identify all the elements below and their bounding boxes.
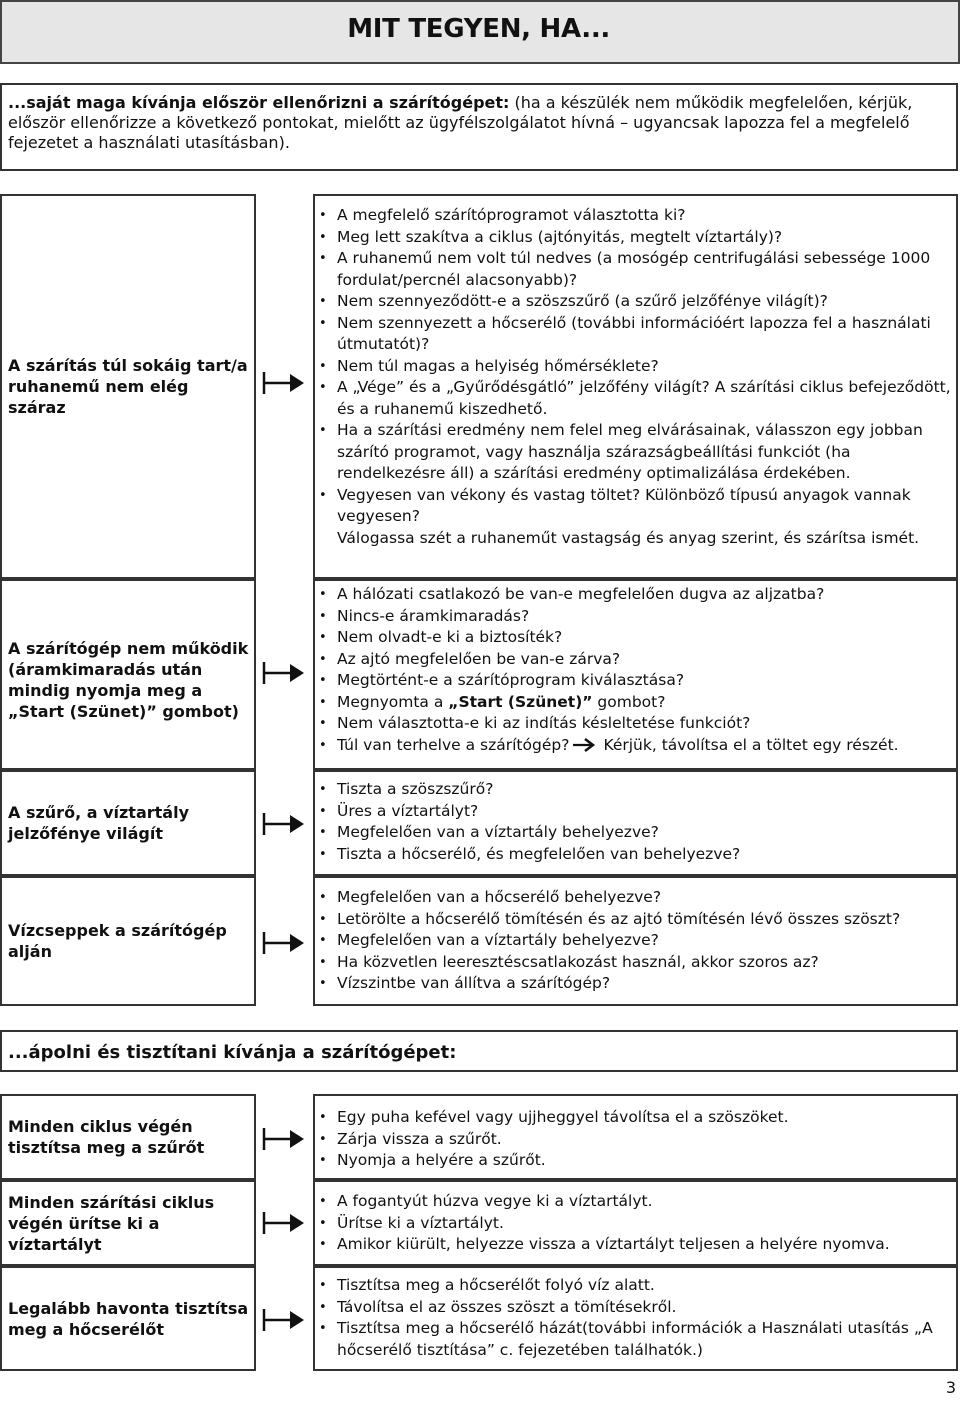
problem-label-box xyxy=(0,770,256,876)
list-item: • A megfelelő szárítóprogramot választotta ki? xyxy=(315,205,952,227)
checklist xyxy=(315,887,952,995)
care-label: Minden ciklus végén tisztítsa meg a szűrőt xyxy=(8,1117,205,1157)
page-number: 3 xyxy=(945,1378,956,1397)
intro-lead: ...saját maga kívánja először ellenőrizni a szárítógépet: xyxy=(8,93,510,112)
checklist xyxy=(315,779,952,865)
list-item: • Nem túl magas a helyiség hőmérséklete? xyxy=(315,356,952,378)
problem-label: A szűrő, a víztartály jelzőfénye világít xyxy=(8,803,189,843)
arrow-right-icon xyxy=(262,812,306,836)
list-item: • Tisztítsa meg a hőcserélő házát(további információk a Használati utasítás „A hőcserélő tisztítása” c. fejezetében találhatók.) xyxy=(315,1318,952,1361)
list-item: • Megtörtént-e a szárítóprogram kiválasztása? xyxy=(315,670,952,692)
page-header xyxy=(0,0,960,64)
list-item: • Ürítse ki a víztartályt. xyxy=(315,1213,952,1235)
list-item: • Nem olvadt-e ki a biztosíték? xyxy=(315,627,952,649)
care-label-box xyxy=(0,1180,256,1266)
checklist-box xyxy=(313,194,958,579)
checklist xyxy=(315,205,952,549)
checklist-box xyxy=(313,1180,958,1266)
list-item: • Megfelelően van a víztartály behelyezve? xyxy=(315,930,952,952)
arrow-right-icon xyxy=(262,371,306,395)
list-item: • Meg lett szakítva a ciklus (ajtónyitás, megtelt víztartály)? xyxy=(315,227,952,249)
arrow-right-icon xyxy=(262,1308,306,1332)
page-title: MIT TEGYEN, HA... xyxy=(347,14,610,44)
list-item: • A „Vége” és a „Gyűrődésgátló” jelzőfény világít? A szárítási ciklus befejeződött, és a ruhanemű kiszedhető. xyxy=(315,377,952,420)
care-label-box xyxy=(0,1266,256,1371)
checklist-box xyxy=(313,1266,958,1371)
intro-box xyxy=(0,83,958,171)
list-item: • Megfelelően van a víztartály behelyezve? xyxy=(315,822,952,844)
list-item: • Tiszta a hőcserélő, és megfelelően van behelyezve? xyxy=(315,844,952,866)
list-item: • Ha közvetlen leeresztéscsatlakozást használ, akkor szoros az? xyxy=(315,952,952,974)
list-item: • Az ajtó megfelelően be van-e zárva? xyxy=(315,649,952,671)
list-item-text: Megnyomta a xyxy=(337,692,449,711)
list-item: • Letörölte a hőcserélő tömítésén és az ajtó tömítésén lévő összes szöszt? xyxy=(315,909,952,931)
list-item: • Egy puha kefével vagy ujjheggyel távolítsa el a szöszöket. xyxy=(315,1107,952,1129)
list-item: • Ha a szárítási eredmény nem felel meg elvárásainak, válasszon egy jobban szárító programot, vagy használja szárazságbeállítási funkciót (ha rendelkezésre áll) a szárítási eredmény optimalizálása érdekében. xyxy=(315,420,952,485)
list-item: • Tiszta a szöszszűrő? xyxy=(315,779,952,801)
list-item: • Vízszintbe van állítva a szárítógép? xyxy=(315,973,952,995)
list-item: • Nem szennyezett a hőcserélő (további információért lapozza fel a használati útmutatót)? xyxy=(315,313,952,356)
problem-label-box xyxy=(0,194,256,579)
start-button-name: „Start (Szünet)” xyxy=(448,692,593,711)
list-item-extra: Válogassa szét a ruhaneműt vastagság és anyag szerint, és szárítsa ismét. xyxy=(337,528,920,547)
list-item: • Távolítsa el az összes szöszt a tömítésekről. xyxy=(315,1297,952,1319)
problem-label: Vízcseppek a szárítógép alján xyxy=(8,921,227,961)
list-item xyxy=(315,485,952,550)
arrow-right-icon xyxy=(262,1211,306,1235)
list-item xyxy=(315,692,952,714)
list-item xyxy=(315,735,952,757)
list-item: • A hálózati csatlakozó be van-e megfelelően dugva az aljzatba? xyxy=(315,584,952,606)
checklist-box xyxy=(313,770,958,876)
checklist xyxy=(315,1107,952,1172)
section-title: ...ápolni és tisztítani kívánja a szárítógépet: xyxy=(8,1042,457,1063)
checklist-box xyxy=(313,1094,958,1180)
care-label-box xyxy=(0,1094,256,1180)
checklist-box xyxy=(313,876,958,1006)
list-item: • Nyomja a helyére a szűrőt. xyxy=(315,1150,952,1172)
list-item-text: gombot? xyxy=(592,692,666,711)
list-item: • Zárja vissza a szűrőt. xyxy=(315,1129,952,1151)
care-label: Minden szárítási ciklus végén ürítse ki a víztartályt xyxy=(8,1192,215,1254)
care-label: Legalább havonta tisztítsa meg a hőcserélőt xyxy=(8,1298,249,1339)
arrow-right-icon xyxy=(262,931,306,955)
list-item: • Nem választotta-e ki az indítás késleltetése funkciót? xyxy=(315,713,952,735)
checklist xyxy=(315,584,952,756)
checklist-box xyxy=(313,579,958,770)
list-item-text: Kérjük, távolítsa el a töltet egy részét. xyxy=(603,735,899,754)
list-item: • Tisztítsa meg a hőcserélőt folyó víz alatt. xyxy=(315,1275,952,1297)
list-item: • A fogantyút húzva vegye ki a víztartályt. xyxy=(315,1191,952,1213)
arrow-right-icon xyxy=(262,1127,306,1151)
intro-text: (ha a készülék nem működik megfelelően, kérjük, először ellenőrizze a következő pontokat, mielőtt az ügyfélszolgálatot hívná – ugyancsak lapozza fel a megfelelő fejezetet a használati utasításban). xyxy=(8,93,913,152)
list-item: • A ruhanemű nem volt túl nedves (a mosógép centrifugálási sebessége 1000 fordulat/percnél alacsonyabb)? xyxy=(315,248,952,291)
problem-label: A szárítógép nem működik (áramkimaradás után mindig nyomja meg a „Start (Szünet)” gombot) xyxy=(8,638,249,721)
checklist xyxy=(315,1275,952,1361)
list-item: • Üres a víztartályt? xyxy=(315,801,952,823)
problem-label: A szárítás túl sokáig tart/a ruhanemű nem elég száraz xyxy=(8,356,248,417)
section-heading xyxy=(0,1030,958,1072)
list-item: • Megfelelően van a hőcserélő behelyezve? xyxy=(315,887,952,909)
checklist xyxy=(315,1191,952,1256)
arrow-right-icon xyxy=(571,738,601,752)
list-item-text: Túl van terhelve a szárítógép? xyxy=(337,735,570,754)
list-item-text: Vegyesen van vékony és vastag töltet? Különböző típusú anyagok vannak vegyesen? xyxy=(337,485,911,525)
list-item: • Amikor kiürült, helyezze vissza a víztartályt teljesen a helyére nyomva. xyxy=(315,1234,952,1256)
list-item: • Nem szennyeződött-e a szöszszűrő (a szűrő jelzőfénye világít)? xyxy=(315,291,952,313)
problem-label-box xyxy=(0,579,256,770)
problem-label-box xyxy=(0,876,256,1006)
list-item: • Nincs-e áramkimaradás? xyxy=(315,606,952,628)
arrow-right-icon xyxy=(262,661,306,685)
